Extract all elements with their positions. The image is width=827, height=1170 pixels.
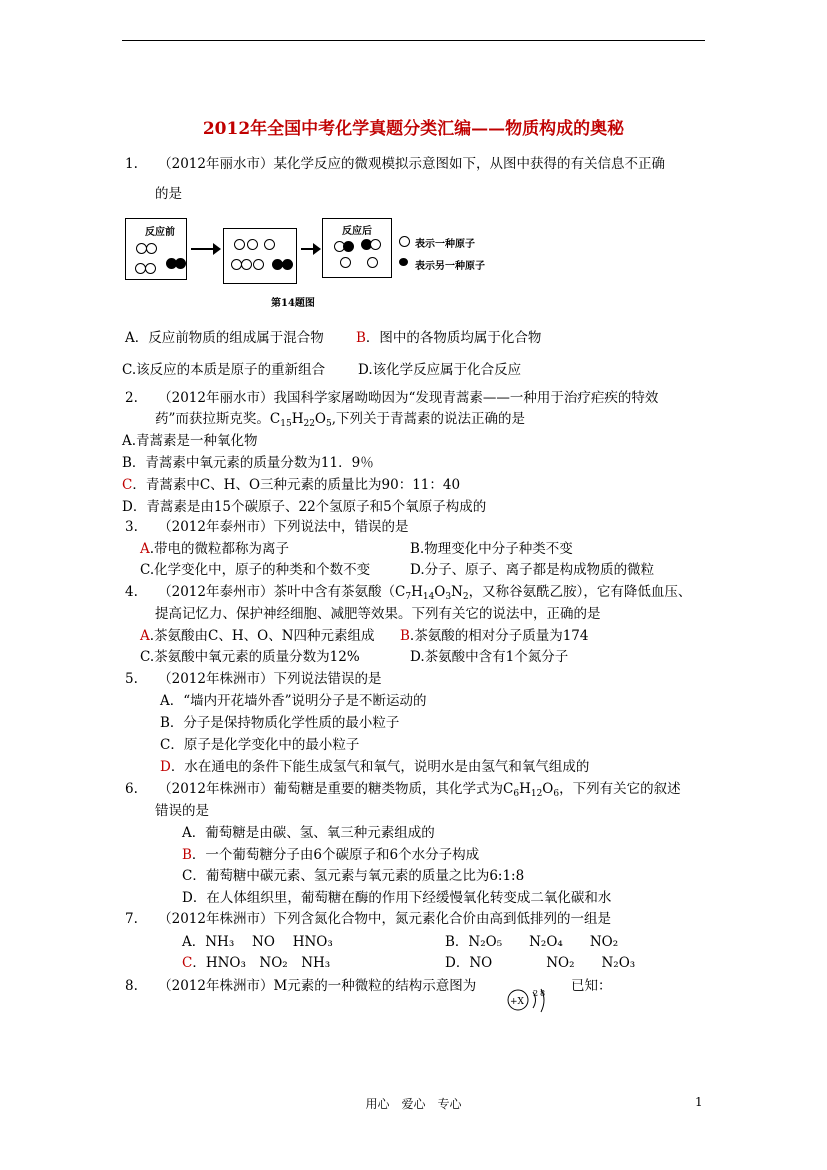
q5-option-c: C．原子是化学变化中的最小粒子 [160, 737, 360, 753]
q1-figure [125, 214, 515, 310]
q1-option-b: B．图中的各物质均属于化合物 [356, 330, 542, 346]
q5-option-a: A．“墙内开花墙外香”说明分子是不断运动的 [160, 693, 427, 709]
q2-option-a: A.青蒿素是一种氧化物 [122, 433, 258, 449]
q2-stem: 2. （2012年丽水市）我国科学家屠呦呦因为“发现青蒿素——一种用于治疗疟疾的特效 [125, 390, 659, 406]
q2-option-d: D．青蒿素是由15个碳原子、22个氢原子和5个氧原子构成的 [122, 499, 487, 515]
atom-structure-diagram [505, 986, 557, 1022]
shell2-count: 8 [540, 989, 546, 998]
q8-stem-cont: 已知： [571, 978, 612, 994]
q2-option-b: B．青蒿素中氧元素的质量分数为11．9％ [122, 455, 374, 471]
q3-option-c: C.化学变化中，原子的种类和个数不变 [140, 562, 371, 578]
q1-option-c: C.该反应的本质是原子的重新组合 [122, 362, 326, 378]
q3-option-d: D.分子、原子、离子都是构成物质的微粒 [410, 562, 655, 578]
header-rule [122, 40, 705, 41]
arrow-icon [301, 242, 321, 256]
q4-option-c: C.茶氨酸中氧元素的质量分数为12% [140, 649, 360, 665]
q3-option-b: B.物理变化中分子种类不变 [410, 541, 573, 557]
figure-caption: 第14题图 [271, 298, 315, 309]
legend-black: 表示另一种原子 [415, 261, 485, 272]
before-label: 反应前 [145, 227, 175, 238]
q5-option-b: B．分子是保持物质化学性质的最小粒子 [160, 715, 400, 731]
q7-option-c: C．HNO₃ NO₂ NH₃ [182, 955, 331, 971]
legend-white: 表示一种原子 [415, 239, 475, 250]
white-atom-icon [399, 236, 410, 247]
q3-option-a: A.带电的微粒都称为离子 [140, 541, 290, 557]
q4-stem-cont: 提高记忆力、保护神经细胞、减肥等效果。下列有关它的说法中，正确的是 [155, 606, 601, 622]
q4-option-a: A.茶氨酸由C、H、O、N四种元素组成 [140, 628, 375, 644]
before-box [125, 218, 187, 280]
q4-option-d: D.茶氨酸中含有1个氮分子 [410, 649, 569, 665]
page-number: 1 [695, 1095, 703, 1109]
q1-stem: 1. （2012年丽水市）某化学反应的微观模拟示意图如下，从图中获得的有关信息不正确 [125, 156, 665, 172]
black-atom-icon [399, 258, 408, 266]
after-label: 反应后 [342, 226, 372, 237]
q4-option-b: B.茶氨酸的相对分子质量为174 [400, 628, 589, 644]
arrow-icon [191, 242, 221, 256]
q5-stem: 5. （2012年株洲市）下列说法错误的是 [125, 671, 382, 687]
q2-option-c: C．青蒿素中C、H、O三种元素的质量比为90：11：40 [122, 477, 461, 493]
q6-option-a: A．葡萄糖是由碳、氢、氧三种元素组成的 [182, 825, 435, 841]
page-title: 2012年全国中考化学真题分类汇编——物质构成的奥秘 [202, 119, 625, 139]
middle-box [223, 228, 297, 284]
q1-option-a: A．反应前物质的组成属于混合物 [125, 330, 324, 346]
q7-option-a: A．NH₃ NO HNO₃ [182, 934, 333, 950]
q2-stem-cont: 药”而获拉斯克奖。$C_{15}H_{22}O_5$,下列关于青蒿素的说法正确的是 [155, 411, 526, 429]
q1-option-d: D.该化学反应属于化合反应 [358, 362, 522, 378]
q6-option-b: B．一个葡萄糖分子由6个碳原子和6个水分子构成 [182, 847, 480, 863]
q8-stem: 8. （2012年株洲市）M元素的一种微粒的结构示意图为 [125, 978, 477, 994]
nucleus-label: +X [510, 997, 524, 1007]
q3-stem: 3. （2012年泰州市）下列说法中，错误的是 [125, 519, 409, 535]
q6-option-d: D．在人体组织里，葡萄糖在酶的作用下经缓慢氧化转变成二氧化碳和水 [182, 890, 612, 906]
shell1-count: 2 [533, 989, 539, 998]
q7-stem: 7. （2012年株洲市）下列含氮化合物中，氮元素化合价由高到低排列的一组是 [125, 911, 611, 927]
q5-option-d: D．水在通电的条件下能生成氢气和氧气，说明水是由氢气和氧气组成的 [160, 759, 590, 775]
q6-stem-cont: 错误的是 [155, 803, 209, 819]
q1-stem-cont: 的是 [155, 186, 182, 202]
footer-text: 用心 爱心 专心 [365, 1097, 462, 1111]
q4-stem: 4. （2012年泰州市）茶叶中含有茶氨酸（$C_7H_{14}O_3N_2$，又称谷氨酰乙胺），它有降低血压、 [125, 584, 692, 602]
q7-option-b: B．N₂O₅ N₂O₄ NO₂ [445, 934, 619, 950]
q6-option-c: C．葡萄糖中碳元素、氢元素与氧元素的质量之比为6:1:8 [182, 868, 525, 884]
q7-option-d: D．NO NO₂ N₂O₃ [445, 955, 636, 971]
q6-stem: 6. （2012年株洲市）葡萄糖是重要的糖类物质，其化学式为$C_6H_{12}O_6$，下列有关它的叙述 [125, 781, 681, 799]
after-box [322, 218, 392, 278]
